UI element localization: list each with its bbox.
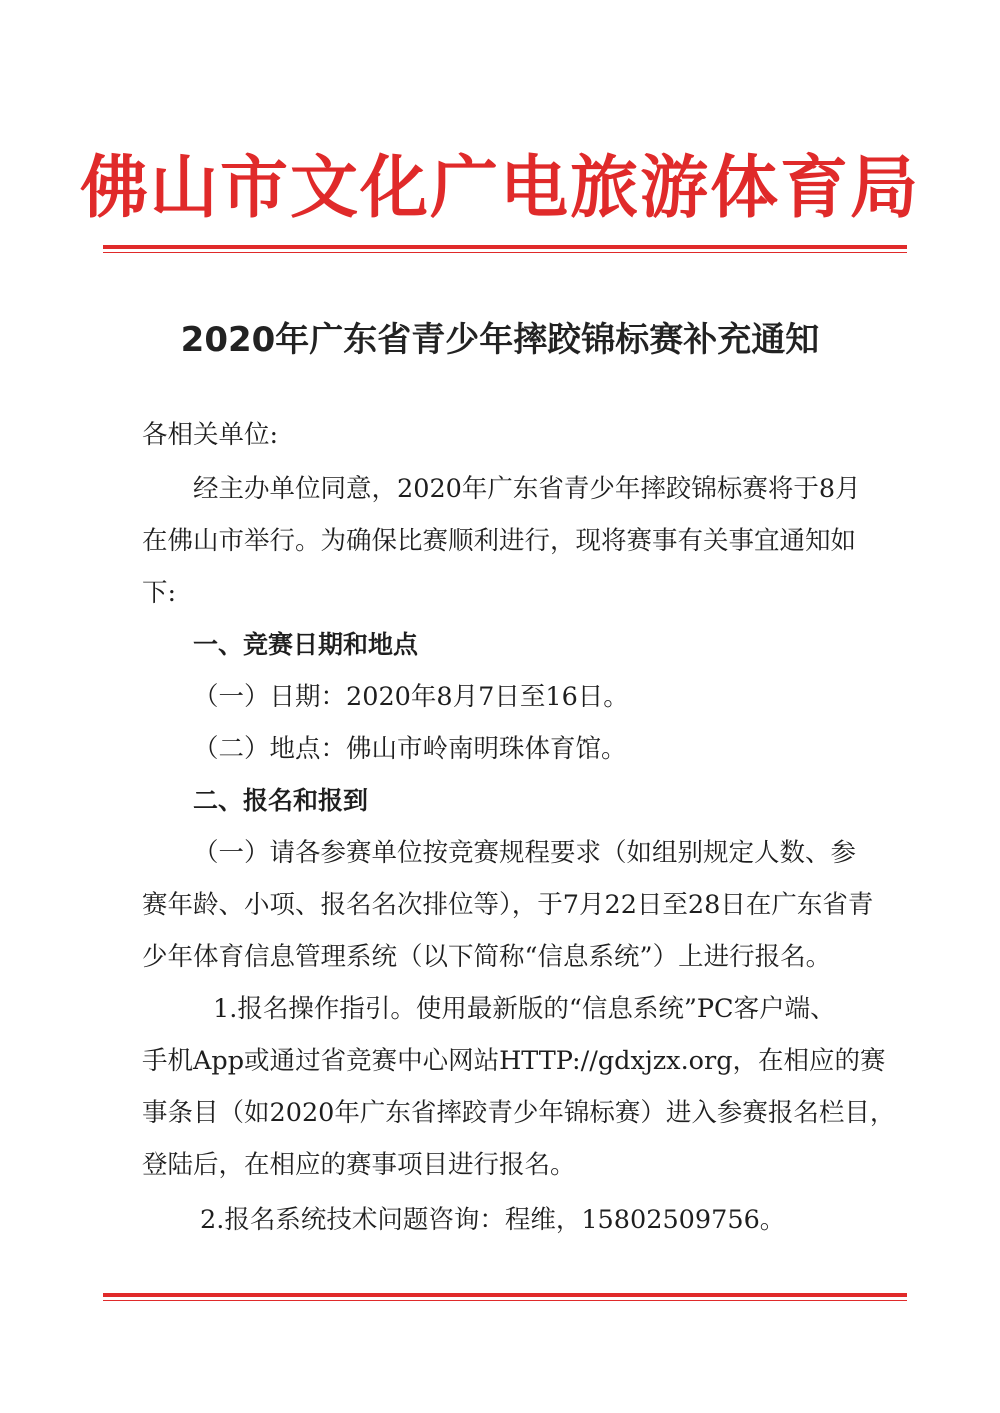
document-title: 2020年广东省青少年摔跤锦标赛补充通知 [180, 320, 820, 360]
section2-point1-line-4: 登陆后，在相应的赛事项目进行报名。 [142, 1150, 576, 1180]
letterhead-agency-name: 佛山市文化广电旅游体育局 [79, 148, 920, 228]
section2-point2: 2.报名系统技术问题咨询：程维，15802509756。 [200, 1205, 786, 1235]
footer-divider [103, 1293, 907, 1301]
section2-para1-line-1: （一）请各参赛单位按竞赛规程要求（如组别规定人数、参 [193, 838, 857, 868]
section2-point1-line-3: 事条目（如2020年广东省摔跤青少年锦标赛）进入参赛报名栏目， [142, 1098, 896, 1128]
section2-para1-line-2: 赛年龄、小项、报名名次排位等），于7月22日至28日在广东省青 [142, 890, 874, 920]
intro-line-3: 下: [142, 578, 177, 608]
section2-point1-line-1: 1.报名操作指引。使用最新版的“信息系统”PC客户端、 [213, 994, 836, 1024]
section-heading-registration: 二、报名和报到 [193, 786, 369, 815]
section-heading-dates-venue: 一、竞赛日期和地点 [193, 630, 419, 659]
intro-line-2: 在佛山市举行。为确保比赛顺利进行，现将赛事有关事宜通知如 [142, 526, 857, 556]
section2-para1-line-3: 少年体育信息管理系统（以下简称“信息系统”）上进行报名。 [142, 942, 832, 972]
section2-point1-line-2: 手机App或通过省竞赛中心网站HTTP://gdxjzx.org，在相应的赛 [142, 1046, 886, 1076]
section1-item-date: （一）日期：2020年8月7日至16日。 [193, 682, 629, 712]
salutation: 各相关单位: [142, 420, 279, 450]
intro-line-1: 经主办单位同意，2020年广东省青少年摔跤锦标赛将于8月 [193, 474, 861, 504]
letterhead-divider [103, 245, 907, 253]
section1-item-venue: （二）地点：佛山市岭南明珠体育馆。 [193, 734, 627, 764]
